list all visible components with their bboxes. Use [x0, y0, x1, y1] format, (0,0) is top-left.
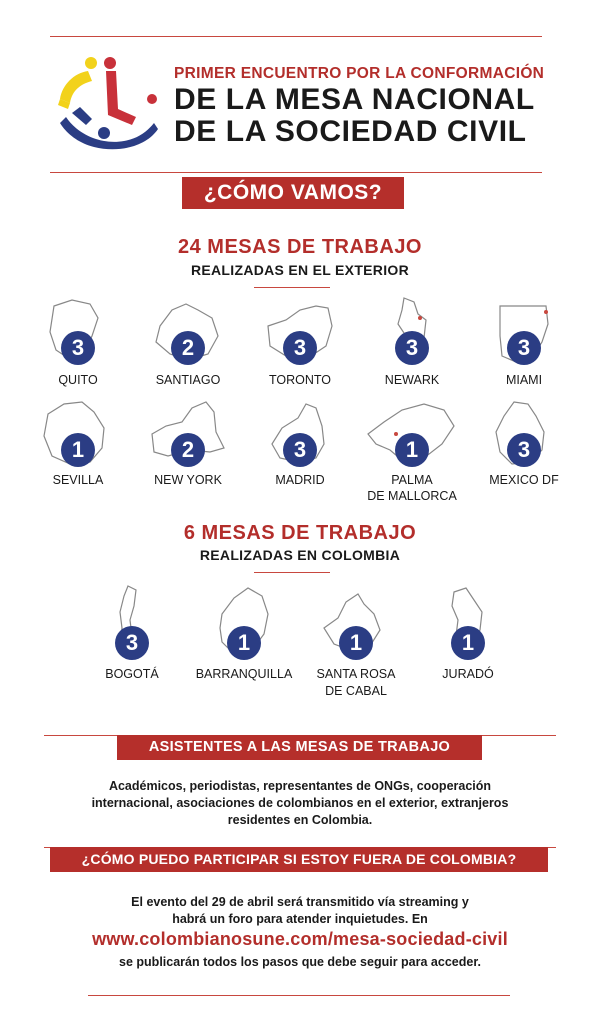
city-santiago	[130, 296, 246, 396]
city-newark	[354, 296, 470, 396]
logo-icon	[58, 57, 158, 153]
count-badge: 1	[451, 626, 485, 660]
city-name: MEXICO DF	[489, 473, 559, 487]
attendees-line3: residentes en Colombia.	[227, 813, 373, 827]
bottom-divider	[88, 995, 510, 996]
status-banner: ¿CÓMO VAMOS?	[182, 177, 404, 209]
count-badge: 1	[339, 626, 373, 660]
city-name: SEVILLA	[52, 473, 104, 487]
city-name: QUITO	[58, 373, 98, 387]
colombia-divider	[254, 572, 330, 573]
attendees-line1: Académicos, periodistas, representantes de ONGs, cooperación	[108, 779, 492, 793]
count-badge: 3	[507, 331, 541, 365]
participate-url-link[interactable]: www.colombianosune.com/mesa-sociedad-civil	[92, 929, 508, 949]
header	[58, 55, 548, 155]
city-name: JURADÓ	[442, 667, 494, 681]
top-divider	[50, 36, 542, 37]
city-quito	[20, 296, 136, 396]
count-badge: 3	[283, 331, 317, 365]
participate-line1: El evento del 29 de abril será transmitido vía streaming y	[131, 895, 469, 909]
header-divider	[50, 172, 542, 173]
exterior-subtitle: REALIZADAS EN EL EXTERIOR	[190, 262, 410, 278]
city-new-york	[130, 398, 246, 498]
header-title-line1: DE LA MESA NACIONAL	[174, 83, 535, 116]
city-bogota	[74, 584, 190, 684]
city-name: MIAMI	[505, 373, 543, 387]
city-santa-rosa-de-cabal	[298, 584, 414, 698]
participate-line3: se publicarán todos los pasos que debe seguir para acceder.	[119, 955, 481, 969]
count-badge: 3	[115, 626, 149, 660]
colombia-subtitle: REALIZADAS EN COLOMBIA	[199, 547, 401, 563]
header-title-line2: DE LA SOCIEDAD CIVIL	[174, 115, 527, 148]
count-badge: 1	[61, 433, 95, 467]
city-name: NEW YORK	[154, 473, 222, 487]
city-mexico-df	[466, 398, 582, 498]
count-badge: 2	[171, 433, 205, 467]
count-badge: 3	[507, 433, 541, 467]
city-name-line1: SANTA ROSA	[316, 667, 396, 681]
exterior-title: 24 MESAS DE TRABAJO	[178, 236, 422, 258]
count-badge: 3	[283, 433, 317, 467]
city-name: SANTIAGO	[155, 373, 221, 387]
city-name-line2: DE MALLORCA	[367, 489, 457, 503]
city-toronto	[242, 296, 358, 396]
city-name: MADRID	[275, 473, 325, 487]
city-barranquilla	[186, 584, 302, 684]
city-name: TORONTO	[268, 373, 332, 387]
participate-line2: habrá un foro para atender inquietudes. En	[172, 912, 428, 926]
city-name: BOGOTÁ	[105, 667, 159, 681]
exterior-divider	[254, 287, 330, 288]
count-badge: 1	[227, 626, 261, 660]
count-badge: 1	[395, 433, 429, 467]
city-name: BARRANQUILLA	[195, 667, 293, 681]
attendees-line2: internacional, asociaciones de colombianos en el exterior, extranjeros	[91, 796, 509, 810]
count-badge: 3	[61, 331, 95, 365]
count-badge: 2	[171, 331, 205, 365]
attendees-banner: ASISTENTES A LAS MESAS DE TRABAJO	[117, 735, 482, 760]
city-jurado	[410, 584, 526, 684]
city-madrid	[242, 398, 358, 498]
city-miami	[466, 296, 582, 396]
city-sevilla	[20, 398, 136, 498]
participate-banner: ¿CÓMO PUEDO PARTICIPAR SI ESTOY FUERA DE COLOMBIA?	[50, 847, 548, 872]
city-name-line2: DE CABAL	[325, 684, 387, 698]
city-name-line1: PALMA	[391, 473, 433, 487]
header-kicker: PRIMER ENCUENTRO POR LA CONFORMACIÓN	[174, 65, 545, 82]
colombia-title: 6 MESAS DE TRABAJO	[183, 522, 417, 544]
count-badge: 3	[395, 331, 429, 365]
city-name: NEWARK	[384, 373, 440, 387]
city-palma-de-mallorca	[354, 398, 470, 508]
